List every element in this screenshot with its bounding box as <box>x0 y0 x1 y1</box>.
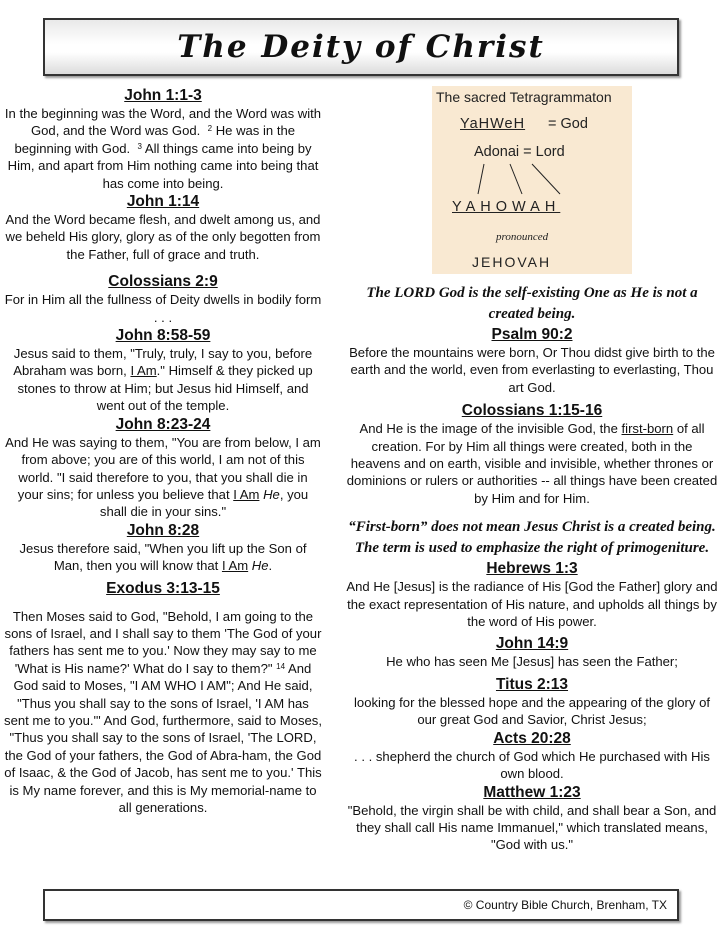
verse-text-colossians-1-15: And He is the image of the invisible God, the first-born of all creation. For by Him all things were created, both in the heavens and on earth, visible and invisible, whether thrones or dominions or rulers or authorities -- all things have been created by Him and for Him. <box>346 421 718 506</box>
verse-text-john-8-23: And He was saying to them, "You are from below, I am from above; you are of this world, I am not of this world. "I said therefore to you, that you shall die in your sins; for unless you believe that I Am He, you shall die in your sins." <box>5 434 321 520</box>
verse-text-john-8-28: Jesus therefore said, "When you lift up the Son of Man, then you will know that I Am He. <box>19 540 307 574</box>
verse-ref-john-8-23: John 8:23-24 <box>115 415 211 433</box>
verse-text-john-1-1: In the beginning was the Word, and the Word was with God, and the Word was God. $^2$ He was in the beginning with God. $^3$ All things came into being by Him, and apart from Him nothing came into being that has come into being. <box>4 106 322 191</box>
verse-text-john-14-9: He who has seen Me [Jesus] has seen the Father; <box>386 654 678 670</box>
verse-ref-psalm-90-2: Psalm 90:2 <box>491 326 573 343</box>
verse-ref-hebrews-1-3: Hebrews 1:3 <box>486 560 578 578</box>
right-column <box>346 86 718 854</box>
verse-text-titus-2-13: looking for the blessed hope and the appearing of the glory of our great God and Savior, Christ Jesus; <box>354 694 710 728</box>
verse-text-john-1-14: And the Word became flesh, and dwelt among us, and we beheld His glory, glory as of the only begotten from the Father, full of grace and truth. <box>5 212 321 262</box>
verse-ref-colossians-2-9: Colossians 2:9 <box>108 273 218 291</box>
copyright-text: © Country Bible Church, Brenham, TX <box>463 898 667 912</box>
verse-ref-john-8-58: John 8:58-59 <box>115 327 211 345</box>
verse-ref-john-1-1: John 1:1-3 <box>124 87 202 104</box>
tetragrammaton-figure <box>432 86 632 274</box>
verse-ref-john-8-28: John 8:28 <box>126 521 200 539</box>
verse-ref-exodus-3-13: Exodus 3:13-15 <box>106 579 220 597</box>
statement-self-existing: The LORD God is the self-existing One as He is not a created being. <box>366 285 698 322</box>
jehovah-word: JEHOVAH <box>472 254 552 270</box>
verse-text-acts-20-28: . . . shepherd the church of God which He purchased with His own blood. <box>354 748 710 782</box>
verse-ref-john-14-9: John 14:9 <box>495 635 569 653</box>
verse-text-colossians-2-9: For in Him all the fullness of Deity dwells in bodily form . . . <box>4 292 322 325</box>
yahweh-word: YaHWeH <box>460 116 526 132</box>
verse-ref-acts-20-28: Acts 20:28 <box>493 729 571 747</box>
adonai-lord-equation: Adonai = Lord <box>474 144 565 160</box>
footer-box <box>43 889 679 921</box>
page-title: The Deity of Christ <box>177 29 545 65</box>
verse-ref-titus-2-13: Titus 2:13 <box>495 675 569 693</box>
verse-ref-matthew-1-23: Matthew 1:23 <box>483 783 581 801</box>
verse-text-john-8-58: Jesus said to them, "Truly, truly, I say to you, before Abraham was born, I Am." Himself & they picked up stones to throw at Him; but Jesus hid Himself, and went out of the temple. <box>13 346 313 414</box>
connector-lines <box>432 86 632 274</box>
verse-text-psalm-90-2: Before the mountains were born, Or Thou didst give birth to the earth and the world, even from everlasting to everlasting, Thou art God. <box>349 345 715 395</box>
verse-ref-john-1-14: John 1:14 <box>126 193 200 211</box>
verse-text-exodus-3-13: Then Moses said to God, "Behold, I am going to the sons of Israel, and I shall say to them 'The God of your fathers has sent me to you.' Now they may say to me 'What is His name?' What do I say to them?" $^{14}$ And God said to Moses, "I AM WHO I AM"; And He said, "Thus you shall say to the sons of Israel, 'I AM has sent me to you.'" And God, furthermore, said to Moses, "Thus you shall say to the sons of Israel, 'The LORD, the God of your fathers, the God of Abra-ham, the God of Isaac, & the God of Jacob, has sent me to you.' This is My name forever, and this is My memorial-name to all generations. <box>4 608 322 815</box>
pronounced-label: pronounced <box>496 231 549 243</box>
verse-text-hebrews-1-3: And He [Jesus] is the radiance of His [God the Father] glory and the exact representation of His nature, and upholds all things by the word of His power. <box>346 579 718 630</box>
tetragrammaton-heading: The sacred Tetragrammaton <box>436 89 612 105</box>
yahweh-god-equation: = God <box>548 116 588 132</box>
verse-ref-colossians-1-15: Colossians 1:15-16 <box>461 402 603 420</box>
left-column <box>4 86 322 816</box>
verse-text-matthew-1-23: "Behold, the virgin shall be with child, and shall bear a Son, and they shall call His name Immanuel," which translated means, "God with us." <box>347 802 717 853</box>
title-banner <box>43 18 679 76</box>
yahowah-word: YAHOWAH <box>452 199 561 215</box>
statement-first-born: “First-born” does not mean Jesus Christ is a created being. The term is used to emphasize the right of primogeniture. <box>348 519 716 557</box>
